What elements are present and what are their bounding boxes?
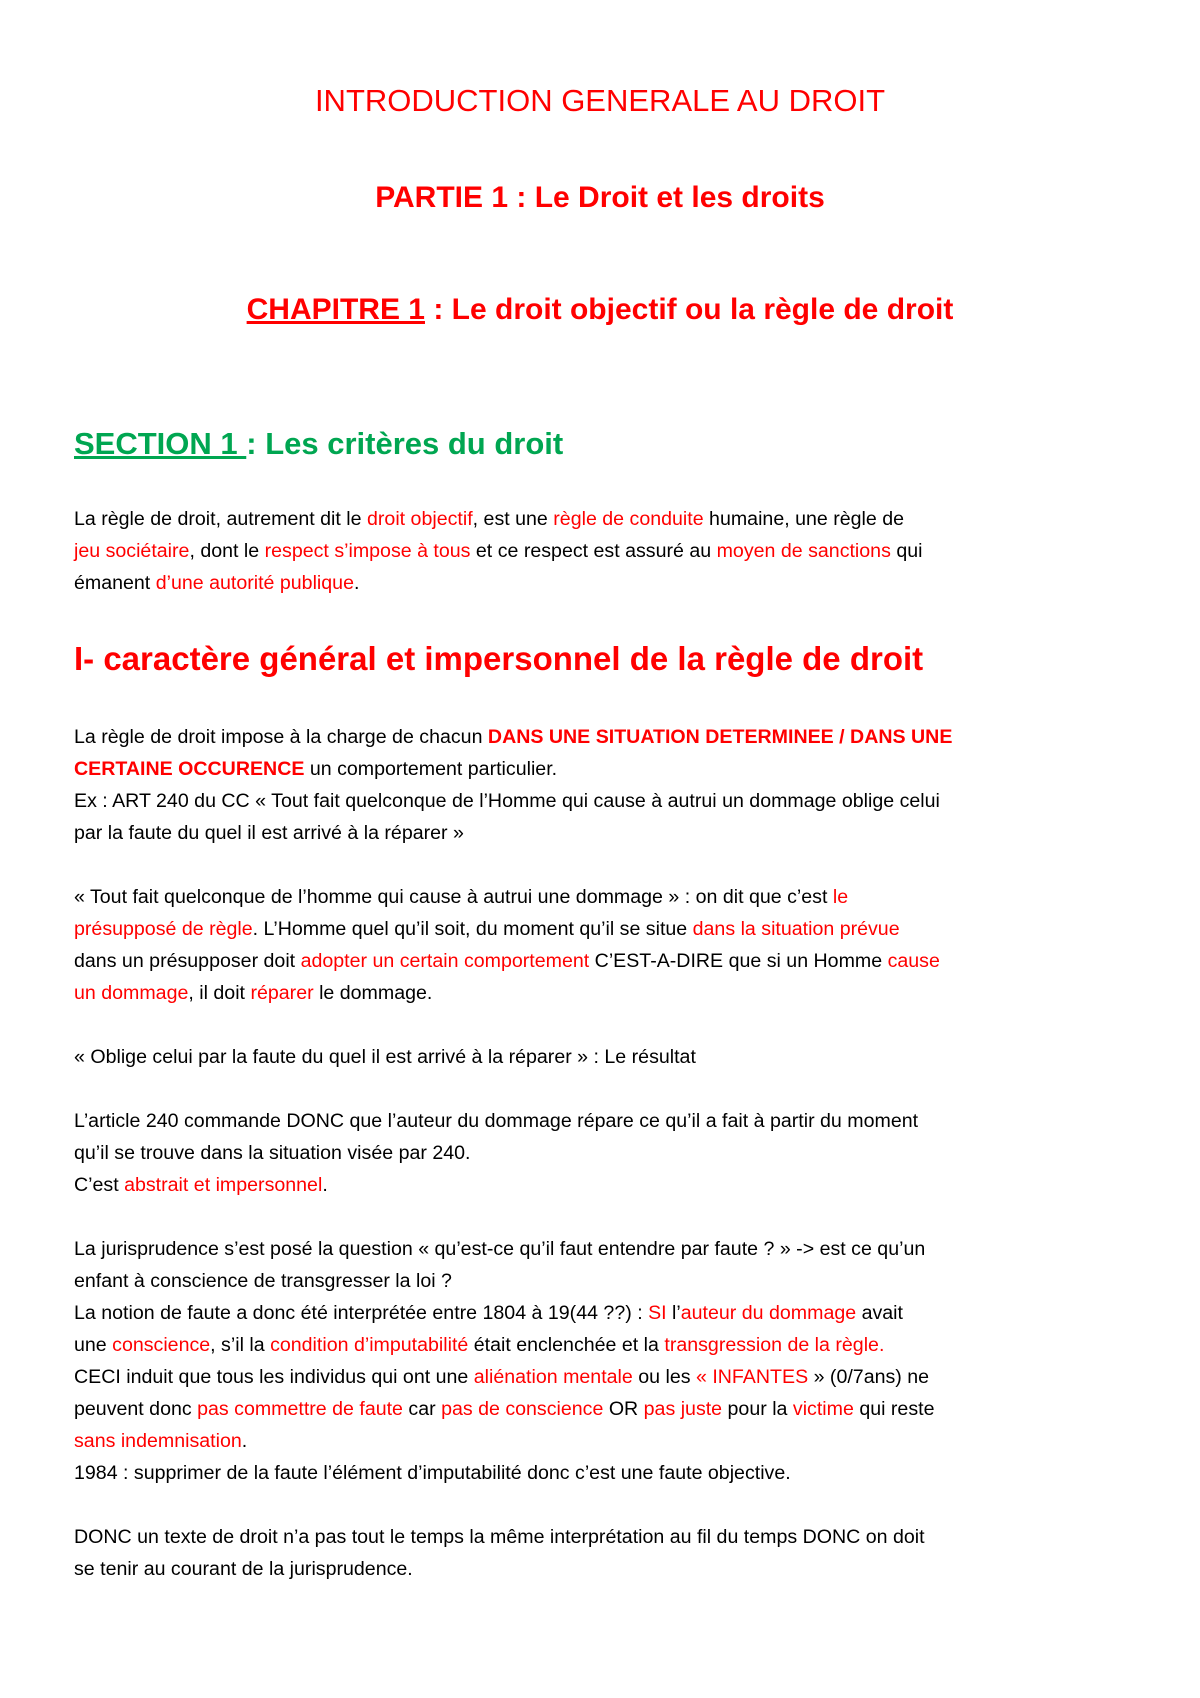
body-line <box>74 1046 696 1070</box>
body-line <box>74 1366 929 1390</box>
text-span: avait <box>856 1302 903 1324</box>
text-span: humaine, une règle de <box>703 508 905 530</box>
text-span: . <box>241 1430 248 1452</box>
highlighted-text: condition d’imputabilité <box>270 1334 469 1356</box>
body-line <box>74 1334 884 1358</box>
chapitre-title: : Le droit objectif ou la règle de droit <box>424 293 954 326</box>
highlighted-text: abstrait et impersonnel <box>124 1174 323 1196</box>
highlighted-text: pas commettre de faute <box>197 1398 403 1420</box>
highlighted-text: un dommage <box>74 982 189 1004</box>
body-line <box>74 1174 328 1198</box>
highlighted-text: droit objectif <box>367 508 473 530</box>
highlighted-text: règle de conduite <box>553 508 704 530</box>
text-span: se tenir au courant de la jurisprudence. <box>74 1558 413 1580</box>
body-line <box>74 1430 247 1454</box>
text-span: peuvent donc <box>74 1398 198 1420</box>
text-span: ou les <box>632 1366 696 1388</box>
text-span: , il doit <box>188 982 251 1004</box>
highlighted-text: pas de conscience <box>441 1398 604 1420</box>
body-line <box>74 790 940 814</box>
body-line <box>74 950 940 974</box>
text-span: une <box>74 1334 113 1356</box>
highlighted-text: réparer <box>250 982 314 1004</box>
highlighted-text: CERTAINE OCCURENCE <box>74 758 305 780</box>
text-span: par la faute du quel il est arrivé à la réparer » <box>74 822 464 844</box>
text-span: . <box>353 572 360 594</box>
body-line <box>74 1526 925 1550</box>
text-span: 1984 : supprimer de la faute l’élément d’imputabilité donc c’est une faute objective. <box>74 1462 791 1484</box>
section-label: SECTION 1 <box>74 426 247 461</box>
highlighted-text: victime <box>792 1398 854 1420</box>
document-title: INTRODUCTION GENERALE AU DROIT <box>314 83 886 118</box>
partie-heading: PARTIE 1 : Le Droit et les droits <box>375 181 825 214</box>
highlighted-text: moyen de sanctions <box>716 540 891 562</box>
body-line <box>74 1462 791 1486</box>
text-span: « Tout fait quelconque de l’homme qui cause à autrui une dommage » : on dit que c’est <box>74 886 833 908</box>
section-title: : Les critères du droit <box>246 426 564 461</box>
text-span: émanent <box>74 572 156 594</box>
text-span: enfant à conscience de transgresser la loi ? <box>74 1270 452 1292</box>
text-span: était enclenchée et la <box>468 1334 665 1356</box>
body-line <box>74 1302 903 1326</box>
chapitre-heading <box>0 292 1200 328</box>
chapitre-label: CHAPITRE 1 <box>246 293 425 326</box>
body-line <box>74 982 432 1006</box>
text-span: DONC un texte de droit n’a pas tout le temps la même interprétation au fil du temps DONC on doit <box>74 1526 925 1548</box>
text-span: La jurisprudence s’est posé la question « qu’est-ce qu’il faut entendre par faute ? » -> est ce qu’un <box>74 1238 926 1260</box>
text-span: OR <box>603 1398 644 1420</box>
body-line <box>74 1110 918 1134</box>
highlighted-text: adopter un certain comportement <box>300 950 590 972</box>
text-span: un comportement particulier. <box>304 758 558 780</box>
highlighted-text: SI <box>648 1302 667 1324</box>
text-span: . <box>322 1174 328 1196</box>
body-line <box>74 540 922 564</box>
text-span: CECI induit que tous les individus qui ont une <box>74 1366 474 1388</box>
text-span: , s’il la <box>210 1334 271 1356</box>
highlighted-text: « INFANTES <box>695 1366 809 1388</box>
body-line <box>74 508 904 532</box>
highlighted-text: présupposé de règle <box>74 918 253 940</box>
body-line <box>74 1398 934 1422</box>
highlighted-text: sans indemnisation <box>74 1430 242 1452</box>
highlighted-text: transgression de la règle. <box>664 1334 885 1356</box>
highlighted-text: respect s’impose à tous <box>264 540 471 562</box>
highlighted-text: jeu sociétaire <box>74 540 190 562</box>
text-span: La règle de droit impose à la charge de chacun <box>74 726 488 748</box>
text-span: qu’il se trouve dans la situation visée par 240. <box>74 1142 471 1164</box>
text-span: l’ <box>666 1302 681 1324</box>
body-line <box>74 1142 470 1166</box>
body-line <box>74 572 359 596</box>
highlighted-text: auteur du dommage <box>680 1302 857 1324</box>
body-line <box>74 822 464 846</box>
highlighted-text: DANS UNE SITUATION DETERMINEE / DANS UNE <box>487 726 953 748</box>
highlighted-text: cause <box>887 950 940 972</box>
body-line <box>74 1270 452 1294</box>
section-heading <box>74 425 563 462</box>
text-span: Ex : ART 240 du CC « Tout fait quelconque de l’Homme qui cause à autrui un dommage oblige celui <box>74 790 940 812</box>
subheading-1: I- caractère général et impersonnel de la règle de droit <box>74 640 924 677</box>
text-span: « Oblige celui par la faute du quel il est arrivé à la réparer » : Le résultat <box>74 1046 696 1068</box>
highlighted-text: conscience <box>112 1334 211 1356</box>
text-span: » (0/7ans) ne <box>808 1366 930 1388</box>
text-span: et ce respect est assuré au <box>470 540 717 562</box>
text-span: . L’Homme quel qu’il soit, du moment qu’il se situe <box>252 918 693 940</box>
text-span: La règle de droit, autrement dit le <box>74 508 367 530</box>
body-line <box>74 886 848 910</box>
text-span: , est une <box>472 508 554 530</box>
text-span: La notion de faute a donc été interprétée entre 1804 à 19(44 ??) : <box>74 1302 649 1324</box>
body-line <box>74 726 952 750</box>
highlighted-text: dans la situation prévue <box>692 918 900 940</box>
body-line <box>74 918 900 942</box>
text-span: L’article 240 commande DONC que l’auteur du dommage répare ce qu’il a fait à partir du moment <box>74 1110 919 1132</box>
text-span: dans un présupposer doit <box>74 950 301 972</box>
highlighted-text: le <box>832 886 849 908</box>
text-span: pour la <box>722 1398 793 1420</box>
highlighted-text: d’une autorité publique <box>155 572 354 594</box>
text-span: C’EST-A-DIRE que si un Homme <box>589 950 888 972</box>
text-span: qui reste <box>853 1398 935 1420</box>
body-line <box>74 1238 925 1262</box>
text-span: qui <box>890 540 923 562</box>
body-line <box>74 758 557 782</box>
highlighted-text: pas juste <box>643 1398 723 1420</box>
text-span: C’est <box>74 1174 125 1196</box>
text-span: car <box>402 1398 442 1420</box>
text-span: , dont le <box>189 540 265 562</box>
text-span: le dommage. <box>313 982 433 1004</box>
body-line <box>74 1558 413 1582</box>
highlighted-text: aliénation mentale <box>473 1366 633 1388</box>
